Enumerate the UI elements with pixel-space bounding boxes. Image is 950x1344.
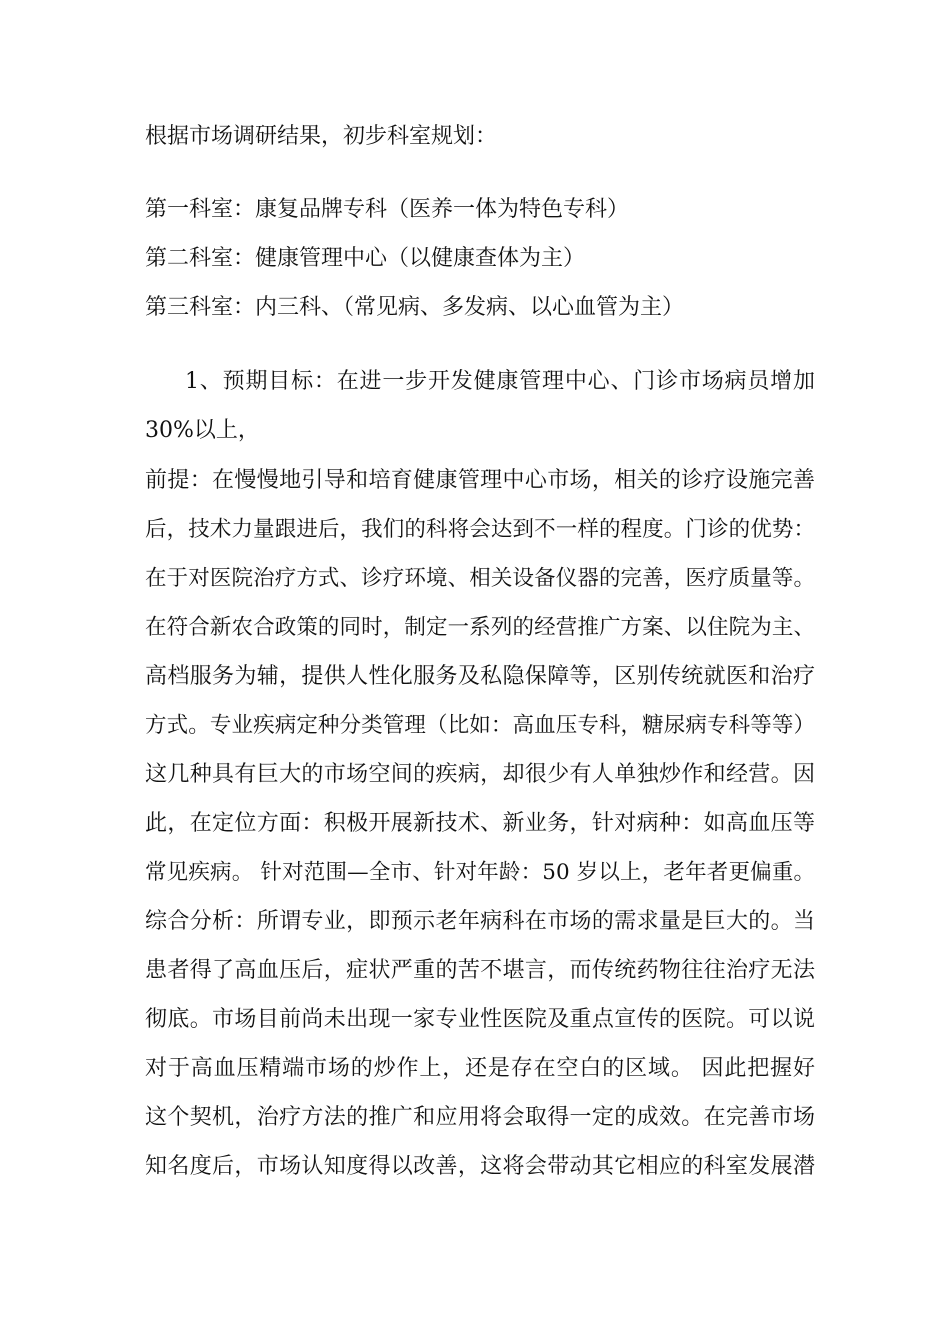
body-line-11: 患者得了高血压后，症状严重的苦不堪言，而传统药物往往治疗无法 [145, 958, 815, 983]
goal-line-1: 1、预期目标：在进一步开发健康管理中心、门诊市场病员增加 [185, 369, 815, 394]
body-line-2: 后，技术力量跟进后，我们的科将会达到不一样的程度。门诊的优势： [145, 517, 815, 542]
body-line-7: 这几种具有巨大的市场空间的疾病，却很少有人单独炒作和经营。因 [145, 762, 815, 787]
body-line-4: 在符合新农合政策的同时，制定一系列的经营推广方案、以住院为主、 [145, 615, 815, 640]
department-line-2: 第二科室：健康管理中心（以健康查体为主） [145, 246, 586, 271]
department-line-1: 第一科室：康复品牌专科（医养一体为特色专科） [145, 197, 630, 222]
body-line-15: 知名度后，市场认知度得以改善，这将会带动其它相应的科室发展潜 [145, 1154, 815, 1179]
department-line-3: 第三科室：内三科、（常见病、多发病、以心血管为主） [145, 295, 685, 320]
goal-line-2: 30%以上， [145, 418, 260, 443]
body-line-5: 高档服务为辅，提供人性化服务及私隐保障等，区别传统就医和治疗 [145, 664, 815, 689]
body-line-3: 在于对医院治疗方式、诊疗环境、相关设备仪器的完善，医疗质量等。 [145, 566, 815, 591]
body-line-9: 常见疾病。 针对范围—全市、针对年龄：50 岁以上，老年者更偏重。 [145, 860, 815, 885]
body-line-10: 综合分析：所谓专业，即预示老年病科在市场的需求量是巨大的。当 [145, 909, 815, 934]
body-line-1: 前提：在慢慢地引导和培育健康管理中心市场，相关的诊疗设施完善 [145, 468, 815, 493]
body-line-12: 彻底。市场目前尚未出现一家专业性医院及重点宣传的医院。可以说 [145, 1007, 815, 1032]
body-line-8: 此，在定位方面：积极开展新技术、新业务，针对病种：如高血压等 [145, 811, 815, 836]
body-line-14: 这个契机，治疗方法的推广和应用将会取得一定的成效。在完善市场 [145, 1105, 815, 1130]
intro-line: 根据市场调研结果，初步科室规划： [145, 124, 498, 149]
body-line-6: 方式。专业疾病定种分类管理（比如：高血压专科，糖尿病专科等等） [145, 713, 815, 738]
body-line-13: 对于高血压精端市场的炒作上，还是存在空白的区域。 因此把握好 [145, 1056, 815, 1081]
